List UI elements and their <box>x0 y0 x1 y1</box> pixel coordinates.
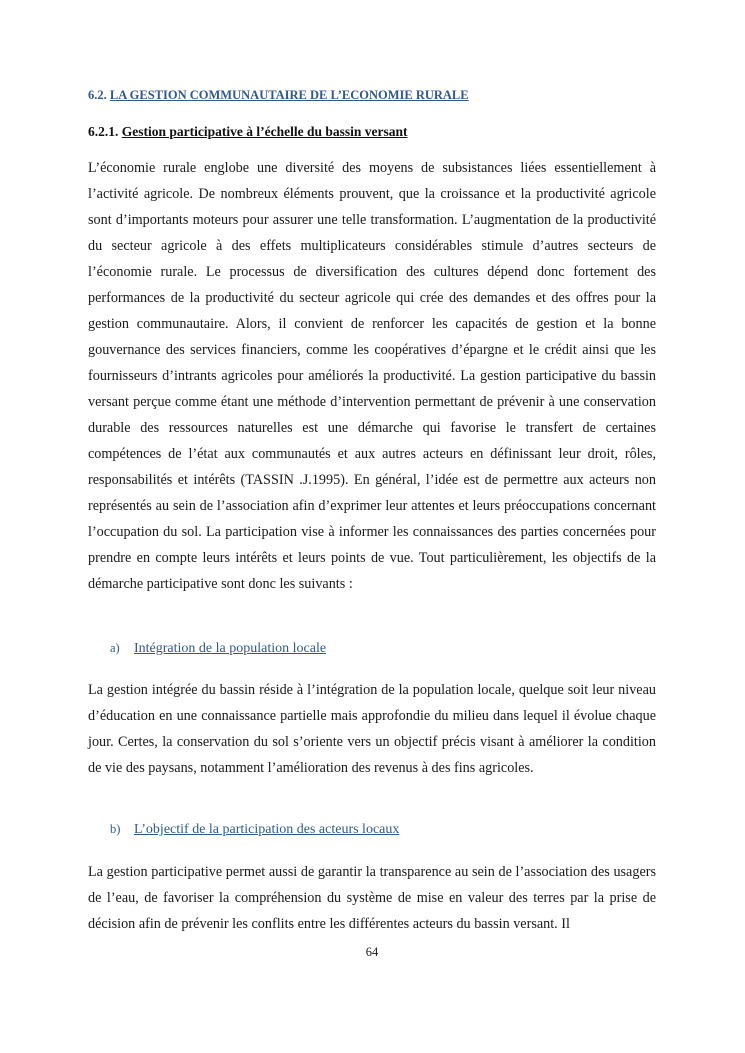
subsection-number: 6.2.1. <box>88 124 119 139</box>
subsection-title: Gestion participative à l’échelle du bassin versant <box>121 124 408 139</box>
list-marker-a: a) <box>110 641 120 655</box>
section-number: 6.2. <box>88 88 107 102</box>
list-heading-a <box>110 641 326 657</box>
paragraph-participation: La gestion participative permet aussi de garantir la transparence au sein de l’association des usagers de l’eau, de favoriser la compréhension du système de mise en valeur des terres par la prise de décision afin de prévenir les conflits entre les différentes acteurs du bassin versant. Il <box>88 864 656 932</box>
paragraph-integration: La gestion intégrée du bassin réside à l’intégration de la population locale, quelque soit leur niveau d’éducation en une connaissance partielle mais approfondie du milieu dans lequel il évolue chaque jour. Certes, la conservation du sol s’oriente vers un objectif précis visant à améliorer la condition de vie des paysans, notamment l’amélioration des revenus à des fins agricoles. <box>88 682 656 776</box>
section-heading <box>88 88 469 103</box>
list-heading-b <box>110 822 399 838</box>
section-title: LA GESTION COMMUNAUTAIRE DE L’ECONOMIE RURALE <box>109 88 469 102</box>
paragraph-intro: L’économie rurale englobe une diversité des moyens de subsistances liées essentiellement à l’activité agricole. De nombreux éléments prouvent, que la croissance et la productivité agricole sont d’importants moteurs pour assurer une telle transformation. L’augmentation de la productivité du secteur agricole à des effets multiplicateurs considérables stimule d’autres secteurs de l’économie rurale. Le processus de diversification des cultures dépend donc fortement des performances de la productivité du secteur agricole qui crée des demandes et des offres pour la gestion communautaire. Alors, il convient de renforcer les capacités de gestion et la bonne gouvernance des services financiers, comme les coopératives d’épargne et le crédit ainsi que les fournisseurs d’intrants agricoles pour améliorés la productivité. La gestion participative du bassin versant perçue comme étant une méthode d’intervention permettant de prévenir à une conservation durable des ressources naturelles est une démarche qui favorise le transfert de certaines compétences de l’état aux communautés et aux autres acteurs en définissant leur droit, rôles, responsabilités et intérêts (TASSIN .J.1995). En général, l’idée est de permettre aux acteurs non représentés au sein de l’association afin d’exprimer leur attentes et leurs préoccupations concernant l’occupation du sol. La participation vise à informer les connaissances des parties concernées pour prendre en compte leurs intérêts et leurs points de vue. Tout particulièrement, les objectifs de la démarche participative sont donc les suivants : <box>88 160 656 592</box>
list-title-b: L’objectif de la participation des acteurs locaux <box>134 822 400 837</box>
list-marker-b: b) <box>110 822 121 836</box>
page-number: 64 <box>365 945 379 959</box>
subsection-heading <box>88 124 408 140</box>
list-title-a: Intégration de la population locale <box>134 641 327 656</box>
